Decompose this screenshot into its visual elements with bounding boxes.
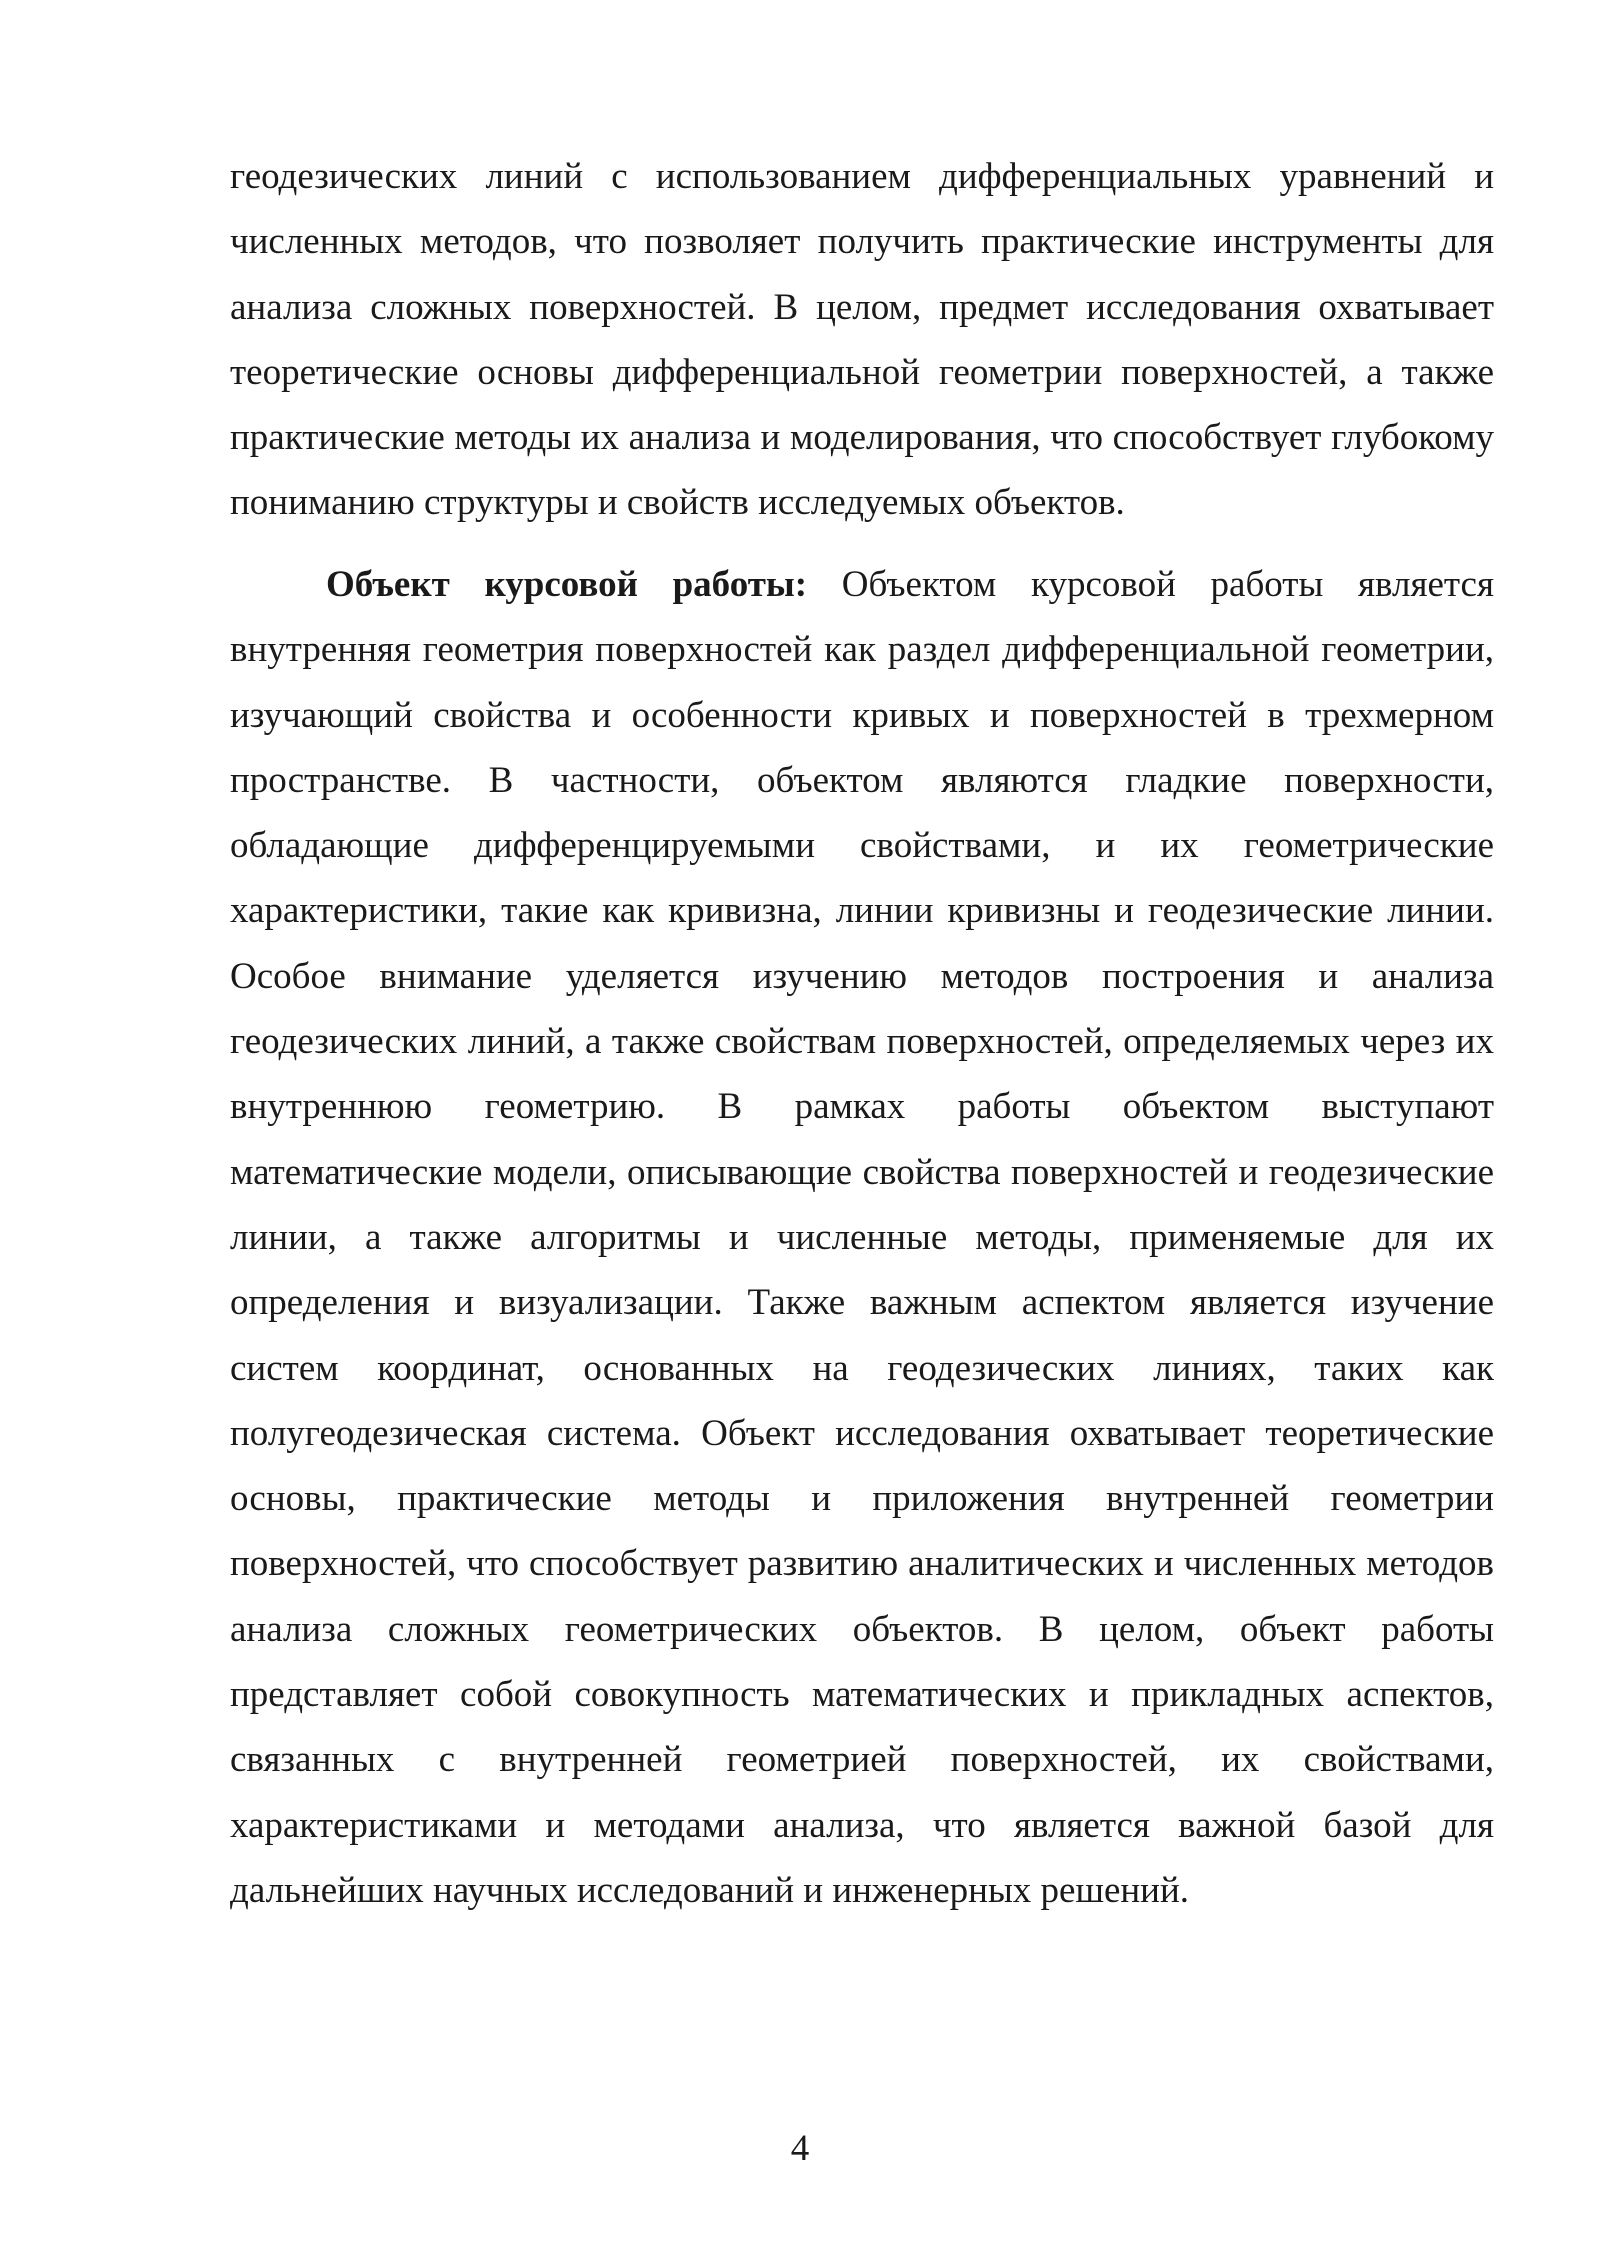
paragraph-text: геодезических линий с использованием дифференциальных уравнений и численных методов, что позволяет получить практические инструменты для анализа сложных поверхностей. В целом, предмет исследования охватывает теоретические основы дифференциальной геометрии поверхностей, а также практические методы их анализа и моделирования, что способствует глубокому пониманию структуры и свойств исследуемых объектов.	[230, 156, 1494, 524]
paragraph-object-of-work	[230, 552, 1494, 1923]
paragraph-continuation	[230, 144, 1494, 536]
page-number: 4	[790, 2128, 810, 2169]
paragraph-heading: Объект курсовой работы:	[326, 564, 808, 605]
paragraph-body: Объектом курсовой работы является внутренняя геометрия поверхностей как раздел дифференциальной геометрии, изучающий свойства и особенности кривых и поверхностей в трехмерном пространстве. В частности, объектом являются гладкие поверхности, обладающие дифференцируемыми свойствами, и их геометрические характеристики, такие как кривизна, линии кривизны и геодезические линии. Особое внимание уделяется изучению методов построения и анализа геодезических линий, а также свойствам поверхностей, определяемых через их внутреннюю геометрию. В рамках работы объектом выступают математические модели, описывающие свойства поверхностей и геодезические линии, а также алгоритмы и численные методы, применяемые для их определения и визуализации. Также важным аспектом является изучение систем координат, основанных на геодезических линиях, таких как полугеодезическая система. Объект исследования охватывает теоретические основы, практические методы и приложения внутренней геометрии поверхностей, что способствует развитию аналитических и численных методов анализа сложных геометрических объектов. В целом, объект работы представляет собой совокупность математических и прикладных аспектов, связанных с внутренней геометрией поверхностей, их свойствами, характеристиками и методами анализа, что является важной базой для дальнейших научных исследований и инженерных решений.	[230, 564, 1494, 1911]
paragraph-content	[230, 552, 1494, 1923]
